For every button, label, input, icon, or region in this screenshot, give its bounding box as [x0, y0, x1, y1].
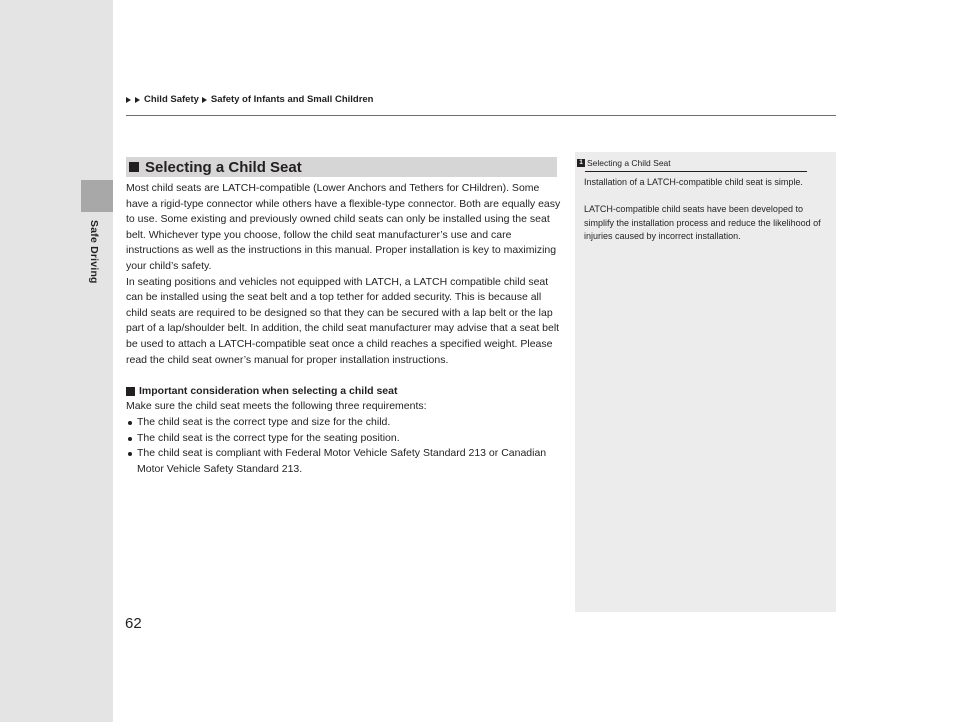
list-item	[126, 446, 562, 477]
subsection-square-icon	[126, 387, 135, 396]
sidenote-paragraph-1: Installation of a LATCH-compatible child seat is simple.	[584, 177, 803, 187]
bullet-icon	[128, 452, 132, 456]
subsection-heading	[126, 384, 562, 400]
body-paragraph-1: Most child seats are LATCH-compatible (Lower Anchors and Tethers for CHildren). Some have a rigid-type connector while others have a flexible-type connector. Both are equally easy to use. Some existing and previously owned child seats can only be installed using the seat belt. Whichever type you choose, follow the child seat manufacturer’s use and care instructions as well as the instructions in this manual. Proper installation is key to maximizing your child’s safety.	[126, 182, 561, 272]
list-item	[126, 415, 562, 431]
requirements-list	[126, 415, 562, 477]
page-number: 62	[125, 615, 142, 632]
sidenote-divider	[585, 171, 807, 172]
list-item-text: The child seat is the correct type for the seating position.	[137, 431, 400, 444]
breadcrumb	[126, 94, 374, 105]
bullet-icon	[128, 421, 132, 425]
header-divider	[126, 115, 836, 116]
list-item-text: The child seat is compliant with Federal Motor Vehicle Safety Standard 213 or Canadian Motor Vehicle Safety Standard 213.	[137, 447, 547, 475]
bullet-icon	[128, 437, 132, 441]
section-square-icon	[129, 162, 139, 172]
sidenote-heading	[577, 158, 671, 168]
breadcrumb-arrow-icon	[135, 97, 140, 103]
section-header	[126, 157, 557, 177]
requirements-intro: Make sure the child seat meets the following three requirements:	[126, 400, 427, 413]
note-marker-icon: 1	[577, 159, 585, 167]
list-item-text: The child seat is the correct type and size for the child.	[137, 415, 391, 428]
section-title: Selecting a Child Seat	[145, 158, 302, 176]
subsection-heading-text: Important consideration when selecting a child seat	[139, 384, 398, 397]
sidenote-paragraph-2: LATCH-compatible child seats have been developed to simplify the installation process and reduce the likelihood of injuries caused by incorrect installation.	[584, 204, 821, 241]
chapter-label: Safe Driving	[88, 220, 100, 284]
breadcrumb-item-infant-safety[interactable]: Safety of Infants and Small Children	[210, 94, 374, 105]
breadcrumb-arrow-icon	[126, 97, 131, 103]
sidenote-title: Selecting a Child Seat	[587, 158, 671, 168]
sidebar-bar	[0, 0, 113, 722]
body-paragraph-2: In seating positions and vehicles not equipped with LATCH, a LATCH compatible child seat can be installed using the seat belt and a top tether for added security. This is because all child seats are required to be designed so that they can be secured with a lap belt or the lap part of a lap/shoulder belt. In addition, the child seat manufacturer may advise that a seat belt be used to attach a LATCH-compatible seat once a child reaches a specified weight. Please read the child seat owner’s manual for proper installation instructions.	[126, 275, 560, 366]
breadcrumb-item-child-safety[interactable]: Child Safety	[144, 94, 199, 105]
chapter-tab	[81, 180, 113, 212]
breadcrumb-arrow-icon	[202, 97, 207, 103]
sidenote-body	[584, 176, 832, 244]
section-body	[126, 181, 562, 477]
list-item	[126, 431, 562, 447]
